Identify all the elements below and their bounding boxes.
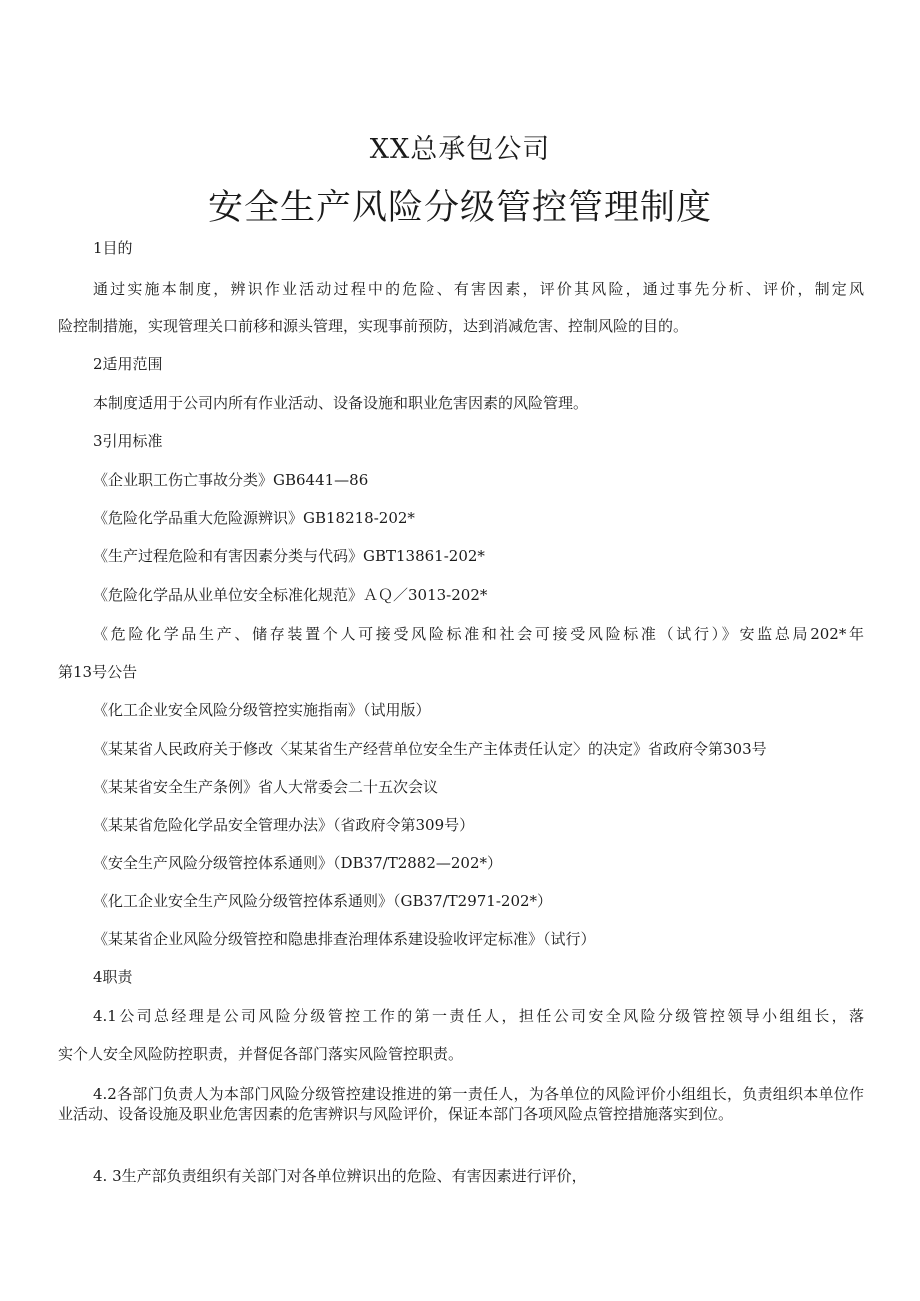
standard-item: 《某某省安全生产条例》省人大常委会二十五次会议	[93, 778, 439, 796]
standard-item: 《危险化学品生产、储存装置个人可接受风险标准和社会可接受风险标准（试行）》安监总局202*年	[93, 625, 864, 643]
standard-item: 《危险化学品从业单位安全标准化规范》ＡＱ／3013-202*	[93, 586, 488, 604]
purpose-text-line-2: 险控制措施，实现管理关口前移和源头管理，实现事前预防，达到消减危害、控制风险的目的。	[58, 317, 689, 335]
duty-4-3-line: 4. 3生产部负责组织有关部门对各单位辨识出的危险、有害因素进行评价，	[93, 1167, 587, 1185]
document-title: 安全生产风险分级管控管理制度	[207, 188, 712, 228]
standard-item: 《企业职工伤亡事故分类》GB6441—86	[93, 471, 369, 489]
standard-item: 《安全生产风险分级管控体系通则》（DB37/T2882—202*）	[93, 854, 503, 872]
standard-item: 《危险化学品重大危险源辨识》GB18218-202*	[93, 509, 415, 527]
section-heading-duties: 4职责	[93, 968, 133, 986]
company-title: XX总承包公司	[369, 134, 551, 165]
standard-item-continuation: 第13号公告	[58, 663, 138, 681]
duty-4-1-line-1: 4.1公司总经理是公司风险分级管控工作的第一责任人，担任公司安全风险分级管控领导小组组长，落	[93, 1007, 864, 1025]
standard-item: 《化工企业安全风险分级管控实施指南》（试用版）	[93, 701, 431, 719]
standard-item: 《某某省危险化学品安全管理办法》（省政府令第309号）	[93, 816, 475, 834]
section-heading-standards: 3引用标准	[93, 432, 163, 450]
standard-item: 《某某省人民政府关于修改〈某某省生产经营单位安全生产主体责任认定〉的决定》省政府令第303号	[93, 740, 767, 758]
duty-4-1-line-2: 实个人安全风险防控职责，并督促各部门落实风险管控职责。	[58, 1045, 464, 1063]
scope-text: 本制度适用于公司内所有作业活动、设备设施和职业危害因素的风险管理。	[93, 394, 589, 412]
standard-item: 《某某省企业风险分级管控和隐患排查治理体系建设验收评定标准》（试行）	[93, 930, 596, 948]
standard-item: 《化工企业安全生产风险分级管控体系通则》（GB37/T2971-202*）	[93, 892, 553, 910]
purpose-text-line-1: 通过实施本制度，辨识作业活动过程中的危险、有害因素，评价其风险，通过事先分析、评价，制定风	[93, 280, 864, 298]
section-heading-scope: 2适用范围	[93, 355, 163, 373]
duty-4-2-paragraph: 4.2各部门负责人为本部门风险分级管控建设推进的第一责任人，为各单位的风险评价小组组长，负责组织本单位作业活动、设备设施及职业危害因素的危害辨识与风险评价，保证本部门各项风险点管控措施落实到位。	[58, 1085, 864, 1123]
section-heading-purpose: 1目的	[93, 239, 133, 257]
standard-item: 《生产过程危险和有害因素分类与代码》GBT13861-202*	[93, 547, 485, 565]
